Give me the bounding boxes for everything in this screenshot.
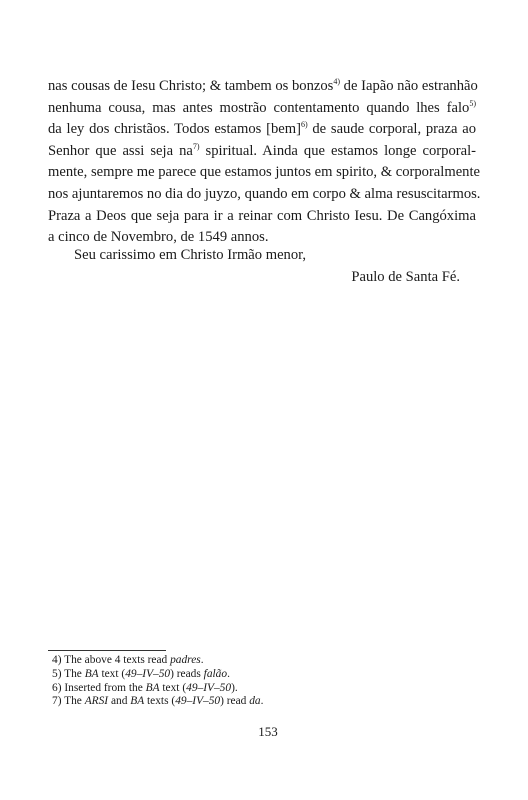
text-run: 5) The [52,667,85,680]
text-run: ) reads [170,667,204,680]
text-run: text ( [98,667,126,680]
text-line [48,98,476,120]
text-run: nas cousas de Iesu Christo; & tambem os bonzos [48,78,334,94]
text-run: da ley dos christãos. Todos estamos [bem] [48,121,301,138]
text-run: and [108,695,131,708]
closing-salutation: Seu carissimo em Christo Irmão menor, [74,247,307,263]
text-run: Senhor que assi seja na [48,142,193,159]
footnotes [52,654,472,709]
italic-text: da [249,695,261,708]
italic-text: 49–IV–50 [186,681,232,694]
text-line [48,184,481,206]
text-run: a cinco de Novembro, de 1549 annos. [48,229,269,246]
text-run: de saude corporal, praza ao [307,121,476,138]
footnote-ref: 4) [333,77,341,86]
text-run: . [227,667,230,680]
footnote-item [52,682,472,696]
italic-text: padres [170,654,201,666]
page-number: 153 [258,724,278,739]
text-run: 4) The above 4 texts read [52,654,171,666]
italic-text: BA [130,695,145,708]
italic-text: 49–IV–50 [125,667,171,680]
italic-text: 49–IV–50 [175,695,221,708]
footnote-ref: 7) [192,141,200,151]
text-run: spiritual. Ainda que estamos longe corporal- [199,142,476,159]
text-run: 6) Inserted from the [52,681,146,694]
italic-text: ARSI [84,695,109,708]
signature-line: Paulo de Santa Fé. [351,269,460,285]
text-run: texts ( [144,695,176,708]
italic-text: BA [145,681,160,694]
text-run: ) read [220,695,250,708]
text-run: nenhuma cousa, mas antes mostrão contentamento quando lhes falo [48,99,470,116]
footnote-ref: 6) [300,120,308,130]
text-line [48,206,476,228]
italic-text: falão [203,667,228,680]
text-run: de Iapão não estranhão [340,78,478,94]
text-line [48,119,476,141]
text-run: ). [231,681,238,694]
italic-text: BA [84,667,99,680]
text-run: . [260,695,264,708]
text-run: 7) The [52,695,85,708]
text-line [48,76,476,98]
footnote-ref: 5) [469,98,476,108]
text-run: Praza a Deos que seja para ir a reinar com Christo Iesu. De Cangóxima [48,207,476,224]
footnote-divider [48,650,166,651]
text-line [48,162,480,184]
text-run: . [200,654,204,666]
text-run: text ( [159,681,187,694]
text-line [48,141,476,163]
footnote-item [52,654,472,668]
footnote-item [52,668,472,682]
text-run: mente, sempre me parece que estamos juntos em spirito, & corporalmente [48,164,480,181]
footnote-item [52,695,472,709]
body-paragraph [48,76,481,249]
text-run: nos ajuntaremos no dia do juyzo, quando em corpo & alma resuscitarmos. [48,185,481,202]
